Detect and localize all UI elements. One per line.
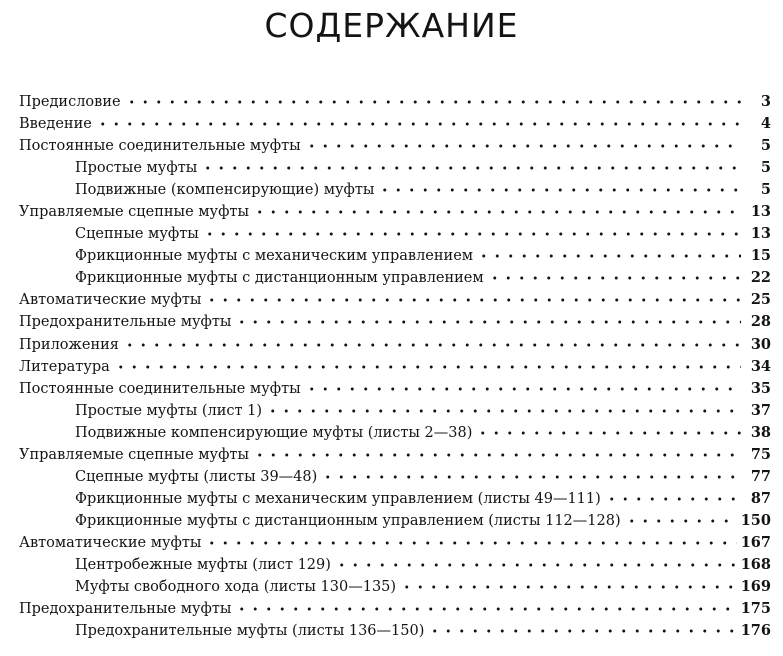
toc-dot-leader bbox=[488, 273, 741, 283]
toc-entry bbox=[19, 444, 771, 466]
toc-entry-page-number: 5 bbox=[760, 181, 771, 199]
toc-dot-leader bbox=[305, 141, 741, 151]
toc-dot-leader bbox=[400, 582, 737, 592]
toc-dot-leader bbox=[266, 406, 741, 416]
toc-entry-page-number: 5 bbox=[760, 137, 771, 155]
toc-entry bbox=[19, 422, 771, 444]
toc-entry bbox=[19, 267, 771, 289]
toc-dot-leader bbox=[305, 384, 741, 394]
toc-entry-label: Автоматические муфты bbox=[19, 534, 202, 551]
toc-entry-label: Центробежные муфты (лист 129) bbox=[75, 556, 331, 573]
toc-entry-label: Подвижные (компенсирующие) муфты bbox=[75, 182, 375, 199]
toc-entry-page-number: 30 bbox=[750, 335, 771, 353]
toc-entry bbox=[19, 510, 771, 532]
table-of-contents bbox=[19, 91, 771, 642]
toc-entry-label: Приложения bbox=[19, 336, 119, 353]
toc-entry-label: Сцепные муфты (листы 39—48) bbox=[75, 468, 318, 485]
toc-entry-label: Управляемые сцепные муфты bbox=[19, 446, 249, 463]
toc-entry-label: Постоянные соединительные муфты bbox=[19, 138, 301, 155]
toc-entry-page-number: 5 bbox=[760, 159, 771, 177]
toc-entry-page-number: 4 bbox=[760, 115, 771, 133]
toc-dot-leader bbox=[235, 317, 741, 327]
toc-entry-page-number: 3 bbox=[760, 93, 771, 110]
toc-dot-leader bbox=[125, 97, 741, 107]
toc-entry-page-number: 176 bbox=[740, 622, 771, 640]
toc-entry-label: Муфты свободного хода (листы 130—135) bbox=[75, 579, 397, 596]
toc-entry-label: Автоматические муфты bbox=[19, 292, 202, 309]
toc-entry-label: Управляемые сцепные муфты bbox=[19, 204, 249, 221]
toc-dot-leader bbox=[235, 604, 736, 614]
toc-entry bbox=[19, 179, 771, 201]
toc-dot-leader bbox=[335, 560, 737, 570]
toc-entry-label: Сцепные муфты bbox=[75, 226, 199, 243]
toc-entry-page-number: 77 bbox=[750, 467, 771, 485]
toc-dot-leader bbox=[625, 516, 737, 526]
toc-dot-leader bbox=[378, 185, 741, 195]
toc-entry-page-number: 35 bbox=[750, 379, 771, 397]
toc-dot-leader bbox=[321, 472, 741, 482]
toc-dot-leader bbox=[477, 251, 741, 261]
toc-dot-leader bbox=[114, 362, 741, 372]
toc-entry bbox=[19, 620, 771, 642]
toc-entry bbox=[19, 245, 771, 267]
toc-dot-leader bbox=[205, 538, 736, 548]
toc-dot-leader bbox=[253, 450, 741, 460]
toc-entry-page-number: 175 bbox=[740, 600, 771, 618]
toc-entry bbox=[19, 532, 771, 554]
toc-entry-label: Предисловие bbox=[19, 94, 121, 110]
toc-dot-leader bbox=[203, 229, 741, 239]
toc-entry bbox=[19, 378, 771, 400]
toc-entry-page-number: 168 bbox=[740, 555, 771, 573]
toc-dot-leader bbox=[96, 119, 741, 129]
toc-entry-page-number: 75 bbox=[750, 445, 771, 463]
toc-entry bbox=[19, 91, 771, 113]
toc-entry-page-number: 13 bbox=[750, 203, 771, 221]
toc-entry-label: Введение bbox=[19, 116, 92, 133]
toc-entry-page-number: 167 bbox=[740, 533, 771, 551]
toc-entry bbox=[19, 554, 771, 576]
toc-entry bbox=[19, 488, 771, 510]
toc-entry-page-number: 37 bbox=[750, 401, 771, 419]
toc-entry-label: Литература bbox=[19, 358, 110, 375]
toc-entry-label: Простые муфты bbox=[75, 160, 198, 177]
toc-dot-leader bbox=[476, 428, 741, 438]
toc-entry bbox=[19, 466, 771, 488]
toc-entry-page-number: 169 bbox=[740, 578, 771, 596]
toc-entry-page-number: 22 bbox=[750, 269, 771, 287]
toc-entry bbox=[19, 400, 771, 422]
toc-entry-page-number: 13 bbox=[750, 225, 771, 243]
toc-entry bbox=[19, 356, 771, 378]
toc-entry-page-number: 87 bbox=[750, 489, 771, 507]
toc-entry-label: Простые муфты (лист 1) bbox=[75, 402, 263, 419]
toc-entry bbox=[19, 598, 771, 620]
page-title: СОДЕРЖАНИЕ bbox=[264, 6, 519, 45]
toc-entry-page-number: 28 bbox=[750, 313, 771, 331]
toc-entry-label: Фрикционные муфты с дистанционным управлением (листы 112—128) bbox=[75, 512, 621, 529]
toc-entry-label: Фрикционные муфты с дистанционным управлением bbox=[75, 270, 484, 287]
toc-entry-label: Подвижные компенсирующие муфты (листы 2—38) bbox=[75, 424, 473, 441]
toc-entry bbox=[19, 576, 771, 598]
toc-entry bbox=[19, 201, 771, 223]
toc-entry bbox=[19, 135, 771, 157]
toc-entry bbox=[19, 113, 771, 135]
toc-dot-leader bbox=[428, 626, 736, 636]
toc-dot-leader bbox=[605, 494, 741, 504]
toc-entry-label: Предохранительные муфты bbox=[19, 314, 232, 331]
toc-entry-page-number: 34 bbox=[750, 357, 771, 375]
toc-entry-label: Постоянные соединительные муфты bbox=[19, 380, 301, 397]
toc-entry bbox=[19, 223, 771, 245]
toc-entry-label: Предохранительные муфты bbox=[19, 601, 232, 618]
toc-entry bbox=[19, 289, 771, 311]
toc-entry bbox=[19, 334, 771, 356]
toc-dot-leader bbox=[201, 163, 741, 173]
toc-entry-page-number: 38 bbox=[750, 423, 771, 441]
toc-entry-page-number: 150 bbox=[740, 511, 771, 529]
toc-entry-page-number: 15 bbox=[750, 247, 771, 265]
toc-entry-page-number: 25 bbox=[750, 291, 771, 309]
toc-dot-leader bbox=[123, 340, 741, 350]
toc-entry bbox=[19, 311, 771, 333]
toc-dot-leader bbox=[205, 295, 741, 305]
toc-entry bbox=[19, 157, 771, 179]
toc-entry-label: Фрикционные муфты с механическим управлением (листы 49—111) bbox=[75, 490, 601, 507]
toc-dot-leader bbox=[253, 207, 741, 217]
toc-entry-label: Предохранительные муфты (листы 136—150) bbox=[75, 623, 425, 640]
toc-entry-label: Фрикционные муфты с механическим управлением bbox=[75, 248, 474, 265]
